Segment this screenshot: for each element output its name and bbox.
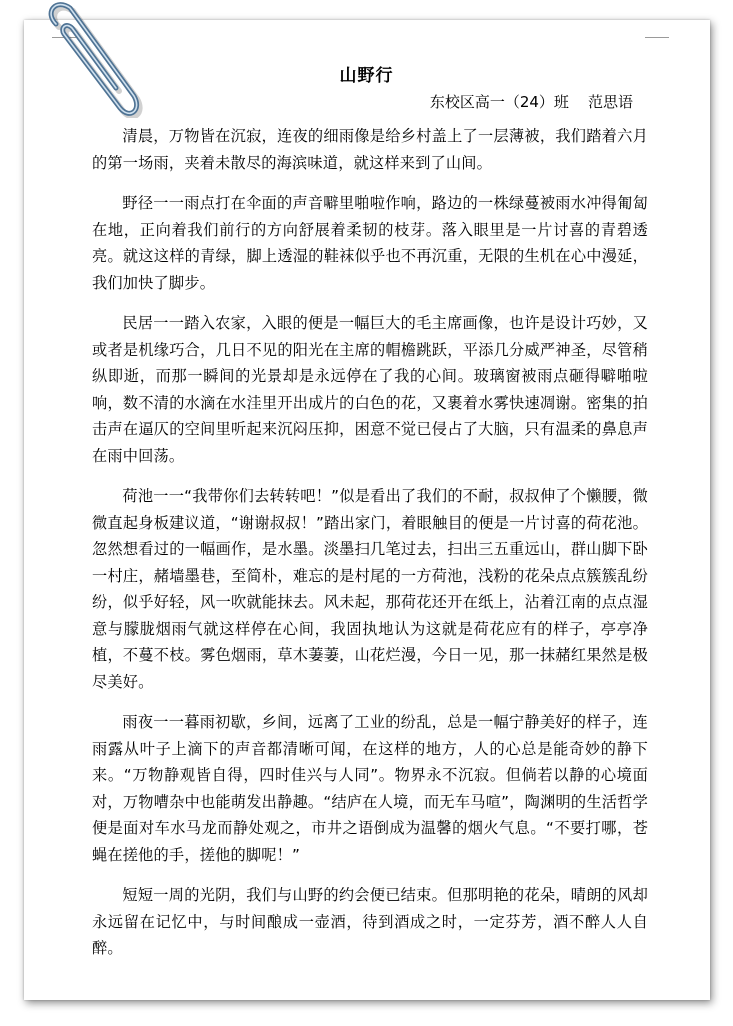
essay-body <box>92 123 648 976</box>
paragraph-1: 清晨，万物皆在沉寂，连夜的细雨像是给乡村盖上了一层薄被，我们踏着六月的第一场雨，夹着未散尽的海滨味道，就这样来到了山间。 <box>92 127 648 172</box>
corner-mark-right <box>645 37 669 38</box>
paragraph-3: 民居一一踏入农家，入眼的便是一幅巨大的毛主席画像，也许是设计巧妙，又或者是机缘巧合，几日不见的阳光在主席的帽檐跳跃，平添几分威严神圣，尽管稍纵即逝，而那一瞬间的光景却是永远停在了我的心间。玻璃窗被雨点砸得噼啪啦响，数不清的水滴在水洼里开出成片的白色的花，又裹着水雾快速凋谢。密集的拍击声在逼仄的空间里听起来沉闷压抑，困意不觉已侵占了大脑，只有温柔的鼻息声在雨中回荡。 <box>92 314 648 465</box>
paragraph-2: 野径一一雨点打在伞面的声音噼里啪啦作响，路边的一株绿蔓被雨水冲得匍匐在地，正向着我们前行的方向舒展着柔韧的枝芽。落入眼里是一片讨喜的青碧透亮。就这这样的青绿，脚上透湿的鞋袜似乎也不再沉重，无限的生机在心中漫延，我们加快了脚步。 <box>92 194 648 292</box>
paragraph-6: 短短一周的光阴，我们与山野的约会便已结束。但那明艳的花朵，晴朗的风却永远留在记忆中，与时间酿成一壶酒，待到酒成之时，一定芬芳，酒不醉人人自醉。 <box>92 886 648 957</box>
paperclip-icon <box>34 0 144 118</box>
paragraph-4: 荷池一一“我带你们去转转吧！”似是看出了我们的不耐，叔叔伸了个懒腰，微微直起身板建议道，“谢谢叔叔！”踏出家门，着眼触目的便是一片讨喜的荷花池。忽然想看过的一幅画作，是水墨。淡墨扫几笔过去，扫出三五重远山，群山脚下卧一村庄，赭墙墨巷，至简朴，难忘的是村尾的一方荷池，浅粉的花朵点点簇簇乱纷纷，似乎好轻，风一吹就能抹去。风未起，那荷花还开在纸上，沾着江南的点点湿意与朦胧烟雨气就这样停在心间，我固执地认为这就是荷花应有的样子，亭亭净植，不蔓不枝。雾色烟雨，草木萋萋，山花烂漫，今日一见，那一抹赭红果然是极尽美好。 <box>92 487 648 691</box>
document-title: 山野行 <box>339 66 394 86</box>
paragraph-5: 雨夜一一暮雨初歇，乡间，远离了工业的纷乱，总是一幅宁静美好的样子，连雨露从叶子上滴下的声音都清晰可闻，在这样的地方，人的心总是能奇妙的静下来。“万物静观皆自得，四时佳兴与人同”。物界永不沉寂。但倘若以静的心境面对，万物嘈杂中也能萌发出静趣。“结庐在人境，而无车马喧”，陶渊明的生活哲学便是面对车水马龙而静处观之，市井之语倒成为温馨的烟火气息。“不要打哪，苍蝇在搓他的手，搓他的脚呢！” <box>92 713 648 864</box>
author-byline: 东校区高一（24）班 范思语 <box>429 93 633 111</box>
